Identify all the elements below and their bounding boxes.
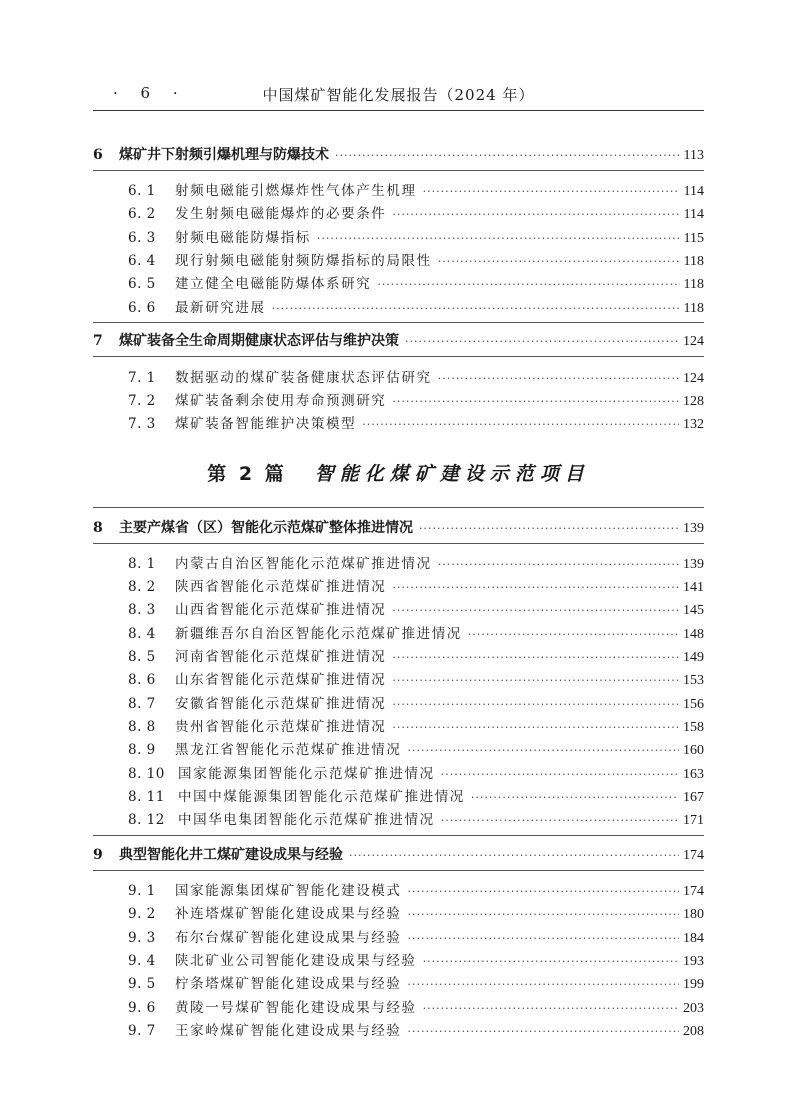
toc-section[interactable] bbox=[93, 296, 704, 318]
section-title: 安徽省智能化示范煤矿推进情况 bbox=[175, 696, 387, 712]
page-ref: 141 bbox=[683, 580, 704, 595]
toc-section[interactable] bbox=[93, 272, 704, 294]
toc-section[interactable] bbox=[93, 552, 704, 574]
section-number: 7. 1 bbox=[128, 370, 156, 386]
dot-leader bbox=[392, 651, 679, 664]
dot-leader bbox=[392, 698, 679, 711]
dot-leader bbox=[377, 278, 679, 291]
toc-section[interactable] bbox=[93, 949, 704, 971]
dot-leader bbox=[335, 149, 680, 162]
section-number: 9. 6 bbox=[128, 1000, 156, 1016]
section-number: 8. 2 bbox=[128, 579, 156, 595]
section-number: 7. 3 bbox=[128, 416, 156, 432]
section-title: 中国中煤能源集团智能化示范煤矿推进情况 bbox=[178, 789, 465, 805]
header-rule bbox=[93, 110, 704, 111]
part-title: 智能化煤矿建设示范项目 bbox=[314, 463, 590, 485]
page-ref: 148 bbox=[683, 627, 704, 642]
section-number: 6. 2 bbox=[128, 206, 156, 222]
section-title: 发生射频电磁能爆炸的必要条件 bbox=[175, 206, 387, 222]
chapter-rule bbox=[93, 870, 704, 871]
page-ref: 139 bbox=[683, 557, 704, 572]
page-ref: 180 bbox=[683, 907, 704, 922]
dot-leader bbox=[362, 418, 679, 431]
toc-section[interactable] bbox=[93, 972, 704, 994]
page-ref: 132 bbox=[683, 417, 704, 432]
dot-leader bbox=[272, 302, 680, 315]
dot-leader bbox=[392, 395, 679, 408]
section-number: 6. 6 bbox=[128, 300, 156, 316]
page-ref: 163 bbox=[683, 767, 704, 782]
toc-section[interactable] bbox=[93, 575, 704, 597]
section-number: 8. 8 bbox=[128, 719, 156, 735]
chapter-rule bbox=[93, 507, 704, 508]
chapter-number: 9 bbox=[93, 847, 103, 863]
toc-section[interactable] bbox=[93, 645, 704, 667]
dot-leader bbox=[408, 978, 680, 991]
dot-leader bbox=[392, 581, 679, 594]
dot-leader bbox=[349, 849, 679, 862]
page-ref: 160 bbox=[683, 743, 704, 758]
chapter-rule bbox=[93, 322, 704, 323]
toc-section[interactable] bbox=[93, 179, 704, 201]
page-ref: 139 bbox=[683, 521, 704, 536]
section-number: 8. 4 bbox=[128, 626, 156, 642]
toc-section[interactable] bbox=[93, 622, 704, 644]
dot-leader bbox=[408, 908, 680, 921]
section-title: 贵州省智能化示范煤矿推进情况 bbox=[175, 719, 387, 735]
section-title: 黄陵一号煤矿智能化建设成果与经验 bbox=[175, 1000, 417, 1016]
section-title: 最新研究进展 bbox=[175, 300, 266, 316]
section-number: 6. 1 bbox=[128, 183, 156, 199]
section-number: 6. 5 bbox=[128, 276, 156, 292]
page-ref: 208 bbox=[683, 1024, 704, 1039]
chapter-number: 6 bbox=[93, 147, 103, 163]
section-title: 布尔台煤矿智能化建设成果与经验 bbox=[175, 930, 402, 946]
dot-leader bbox=[441, 814, 679, 827]
section-title: 煤矿装备剩余使用寿命预测研究 bbox=[175, 393, 387, 409]
toc-section[interactable] bbox=[93, 879, 704, 901]
part-label: 第 2 篇 bbox=[207, 463, 287, 485]
section-title: 王家岭煤矿智能化建设成果与经验 bbox=[175, 1023, 402, 1039]
chapter-rule bbox=[93, 543, 704, 544]
section-number: 7. 2 bbox=[128, 393, 156, 409]
section-title: 煤矿装备智能维护决策模型 bbox=[175, 416, 357, 432]
toc-chapter-8[interactable] bbox=[93, 517, 704, 539]
section-number: 9. 1 bbox=[128, 883, 156, 899]
dot-leader bbox=[392, 721, 679, 734]
toc-chapter-9[interactable] bbox=[93, 844, 704, 866]
running-title: 中国煤矿智能化发展报告（2024 年） bbox=[262, 86, 535, 104]
dot-leader bbox=[423, 185, 680, 198]
section-title: 射频电磁能防爆指标 bbox=[175, 230, 311, 246]
chapter-rule bbox=[93, 835, 704, 836]
toc-chapter-6[interactable] bbox=[93, 144, 704, 166]
section-number: 6. 3 bbox=[128, 230, 156, 246]
toc-section[interactable] bbox=[93, 412, 704, 434]
section-number: 9. 2 bbox=[128, 906, 156, 922]
toc-section[interactable] bbox=[93, 738, 704, 760]
page-ref: 124 bbox=[683, 371, 704, 386]
page-ref: 128 bbox=[683, 394, 704, 409]
page-ref: 156 bbox=[683, 697, 704, 712]
section-title: 黑龙江省智能化示范煤矿推进情况 bbox=[175, 742, 402, 758]
toc-section[interactable] bbox=[93, 996, 704, 1018]
dot-leader bbox=[317, 232, 680, 245]
page-ref: 153 bbox=[683, 673, 704, 688]
dot-leader bbox=[471, 791, 679, 804]
section-number: 9. 3 bbox=[128, 930, 156, 946]
page-ref: 167 bbox=[683, 790, 704, 805]
section-title: 射频电磁能引燃爆炸性气体产生机理 bbox=[175, 183, 417, 199]
chapter-title: 煤矿井下射频引爆机理与防爆技术 bbox=[119, 147, 329, 163]
page-ref: 203 bbox=[683, 1001, 704, 1016]
section-number: 8. 3 bbox=[128, 602, 156, 618]
page-ref: 124 bbox=[683, 334, 704, 349]
section-title: 山西省智能化示范煤矿推进情况 bbox=[175, 602, 387, 618]
dot-leader bbox=[408, 885, 680, 898]
toc-section[interactable] bbox=[93, 926, 704, 948]
dot-leader bbox=[438, 255, 680, 268]
toc-section[interactable] bbox=[93, 249, 704, 271]
page-ref: 145 bbox=[683, 603, 704, 618]
toc-section[interactable] bbox=[93, 762, 704, 784]
dot-leader bbox=[392, 604, 679, 617]
page-ref: 118 bbox=[683, 254, 704, 269]
page-ref: 184 bbox=[683, 931, 704, 946]
page-ref: 114 bbox=[683, 184, 704, 199]
section-title: 建立健全电磁能防爆体系研究 bbox=[175, 276, 372, 292]
toc-section[interactable] bbox=[93, 902, 704, 924]
toc-section[interactable] bbox=[93, 715, 704, 737]
dot-leader bbox=[392, 674, 679, 687]
toc-section[interactable] bbox=[93, 202, 704, 224]
section-number: 6. 4 bbox=[128, 253, 156, 269]
section-title: 陕西省智能化示范煤矿推进情况 bbox=[175, 579, 387, 595]
page-ref: 118 bbox=[683, 301, 704, 316]
section-title: 补连塔煤矿智能化建设成果与经验 bbox=[175, 906, 402, 922]
chapter-number: 7 bbox=[93, 333, 103, 349]
section-number: 9. 5 bbox=[128, 976, 156, 992]
dot-leader bbox=[405, 335, 679, 348]
section-number: 8. 1 bbox=[128, 556, 156, 572]
dot-leader bbox=[408, 744, 680, 757]
page-ref: 199 bbox=[683, 977, 704, 992]
page-ref: 149 bbox=[683, 650, 704, 665]
toc-section[interactable] bbox=[93, 366, 704, 388]
toc-section[interactable] bbox=[93, 785, 704, 807]
page-ref: 174 bbox=[683, 884, 704, 899]
toc-section[interactable] bbox=[93, 692, 704, 714]
page-ref: 114 bbox=[683, 207, 704, 222]
chapter-title: 煤矿装备全生命周期健康状态评估与维护决策 bbox=[119, 333, 399, 349]
toc-section[interactable] bbox=[93, 226, 704, 248]
section-title: 山东省智能化示范煤矿推进情况 bbox=[175, 672, 387, 688]
page-ref: 171 bbox=[683, 813, 704, 828]
dot-leader bbox=[423, 955, 679, 968]
section-title: 现行射频电磁能射频防爆指标的局限性 bbox=[175, 253, 432, 269]
dot-leader bbox=[423, 1002, 679, 1015]
toc-section[interactable] bbox=[93, 808, 704, 830]
section-number: 8. 9 bbox=[128, 742, 156, 758]
dot-leader bbox=[468, 628, 679, 641]
dot-leader bbox=[408, 932, 680, 945]
section-number: 8. 6 bbox=[128, 672, 156, 688]
section-number: 8. 12 bbox=[128, 812, 165, 828]
section-number: 8. 7 bbox=[128, 696, 156, 712]
section-title: 数据驱动的煤矿装备健康状态评估研究 bbox=[175, 370, 432, 386]
toc-section[interactable] bbox=[93, 668, 704, 690]
section-number: 8. 10 bbox=[128, 766, 165, 782]
dot-leader bbox=[438, 372, 679, 385]
section-title: 内蒙古自治区智能化示范煤矿推进情况 bbox=[175, 556, 432, 572]
dot-leader bbox=[419, 522, 679, 535]
chapter-number: 8 bbox=[93, 520, 103, 536]
section-number: 9. 7 bbox=[128, 1023, 156, 1039]
page-number: · 6 · bbox=[113, 84, 187, 102]
page-ref: 115 bbox=[683, 231, 704, 246]
part-heading bbox=[93, 459, 704, 489]
section-title: 陕北矿业公司智能化建设成果与经验 bbox=[175, 953, 417, 969]
page-ref: 113 bbox=[683, 148, 704, 163]
chapter-rule bbox=[93, 170, 704, 171]
page-ref: 193 bbox=[683, 954, 704, 969]
section-title: 河南省智能化示范煤矿推进情况 bbox=[175, 649, 387, 665]
toc-chapter-7[interactable] bbox=[93, 330, 704, 352]
page-ref: 174 bbox=[683, 848, 704, 863]
section-title: 新疆维吾尔自治区智能化示范煤矿推进情况 bbox=[175, 626, 462, 642]
section-title: 柠条塔煤矿智能化建设成果与经验 bbox=[175, 976, 402, 992]
chapter-title: 主要产煤省（区）智能化示范煤矿整体推进情况 bbox=[119, 520, 413, 536]
dot-leader bbox=[392, 208, 679, 221]
chapter-rule bbox=[93, 356, 704, 357]
running-header bbox=[93, 84, 704, 106]
section-title: 国家能源集团智能化示范煤矿推进情况 bbox=[178, 766, 435, 782]
section-title: 国家能源集团煤矿智能化建设模式 bbox=[175, 883, 402, 899]
section-number: 9. 4 bbox=[128, 953, 156, 969]
toc-section[interactable] bbox=[93, 1019, 704, 1041]
dot-leader bbox=[441, 768, 679, 781]
chapter-title: 典型智能化井工煤矿建设成果与经验 bbox=[119, 847, 343, 863]
dot-leader bbox=[438, 558, 679, 571]
section-number: 8. 11 bbox=[128, 789, 165, 805]
page-ref: 118 bbox=[683, 277, 704, 292]
dot-leader bbox=[408, 1025, 680, 1038]
section-title: 中国华电集团智能化示范煤矿推进情况 bbox=[178, 812, 435, 828]
section-number: 8. 5 bbox=[128, 649, 156, 665]
toc-section[interactable] bbox=[93, 389, 704, 411]
page-ref: 158 bbox=[683, 720, 704, 735]
toc-section[interactable] bbox=[93, 598, 704, 620]
